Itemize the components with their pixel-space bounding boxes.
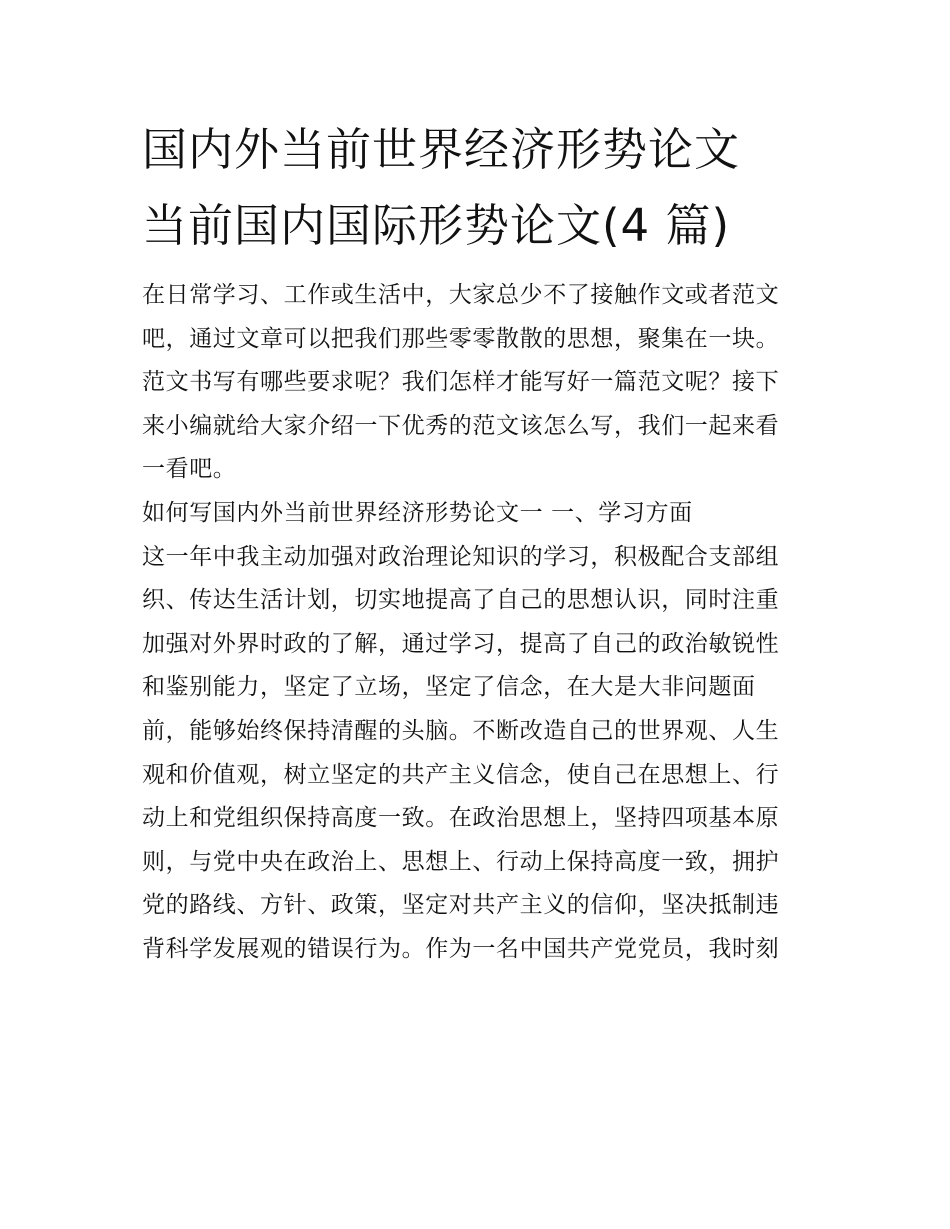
body-line: 在日常学习、工作或生活中，大家总少不了接触作文或者范文 <box>142 282 780 308</box>
body-line: 吧，通过文章可以把我们那些零零散散的思想，聚集在一块。 <box>142 325 780 352</box>
body-line: 前，能够始终保持清醒的头脑。不断改造自己的世界观、人生 <box>142 717 780 744</box>
body-line: 加强对外界时政的了解，通过学习，提高了自己的政治敏锐性 <box>142 630 780 657</box>
body-line: 织、传达生活计划，切实地提高了自己的思想认识，同时注重 <box>142 587 780 614</box>
title-line: 当前国内国际形势论文(4 篇) <box>142 199 731 252</box>
body-line: 党的路线、方针、政策，坚定对共产主义的信仰，坚决抵制违 <box>142 892 780 919</box>
body-line: 这一年中我主动加强对政治理论知识的学习，积极配合支部组 <box>142 543 780 570</box>
document-title <box>142 112 822 264</box>
body-line: 来小编就给大家介绍一下优秀的范文该怎么写，我们一起来看 <box>142 412 780 439</box>
body-line: 和鉴别能力，坚定了立场，坚定了信念，在大是大非问题面 <box>142 674 756 701</box>
title-line: 国内外当前世界经济形势论文 <box>142 123 741 176</box>
body-line: 观和价值观，树立坚定的共产主义信念，使自己在思想上、行 <box>142 761 780 788</box>
body-line: 背科学发展观的错误行为。作为一名中国共产党党员，我时刻 <box>142 935 780 962</box>
body-line: 则，与党中央在政治上、思想上、行动上保持高度一致，拥护 <box>142 848 780 875</box>
document-content <box>142 112 822 972</box>
body-line: 范文书写有哪些要求呢？我们怎样才能写好一篇范文呢？接下 <box>142 369 780 396</box>
body-line: 一看吧。 <box>142 456 237 483</box>
section-heading-line: 如何写国内外当前世界经济形势论文一 一、学习方面 <box>142 499 693 526</box>
body-line: 动上和党组织保持高度一致。在政治思想上，坚持四项基本原 <box>142 805 780 832</box>
document-body <box>142 274 822 972</box>
